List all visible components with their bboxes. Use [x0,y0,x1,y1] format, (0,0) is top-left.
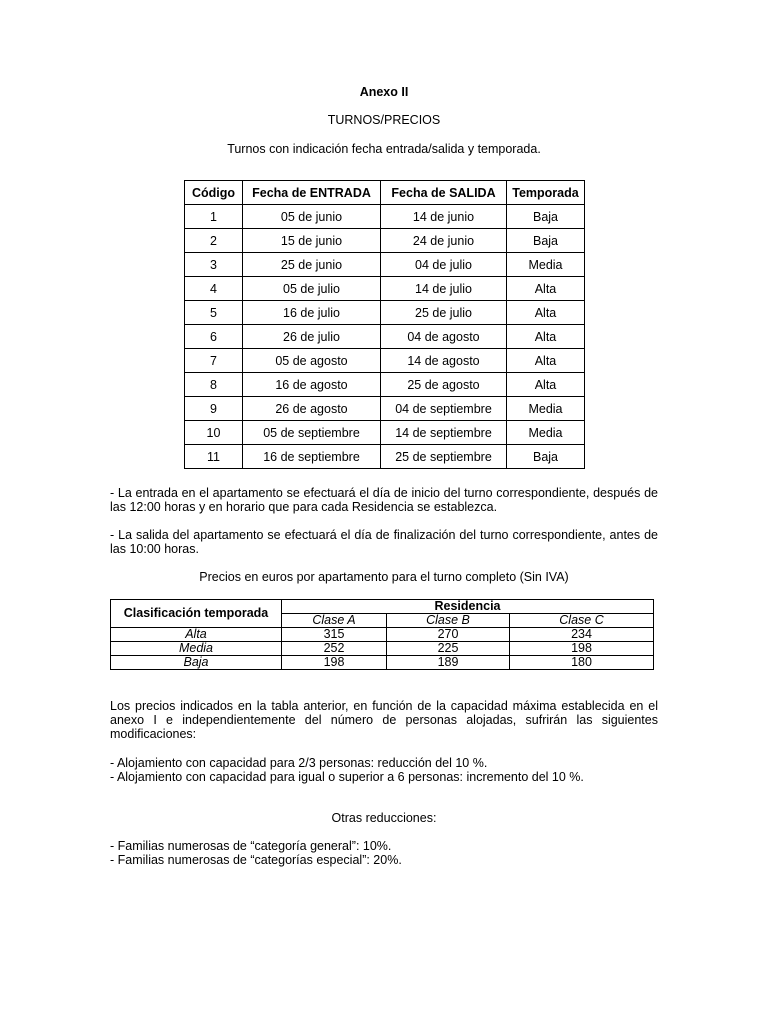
precio-clase-b: 225 [387,642,510,656]
turno-temporada: Baja [507,229,585,253]
header-clase-a: Clase A [282,614,387,628]
turno-row [185,397,585,421]
turno-temporada: Baja [507,445,585,469]
turno-entrada: 26 de julio [243,325,381,349]
turno-codigo: 6 [185,325,243,349]
turno-entrada: 16 de agosto [243,373,381,397]
turno-row [185,445,585,469]
turno-entrada: 05 de julio [243,277,381,301]
turno-temporada: Media [507,397,585,421]
turno-salida: 14 de junio [381,205,507,229]
header-codigo: Código [185,181,243,205]
turno-row [185,301,585,325]
precio-temporada: Media [111,642,282,656]
note-entrada: - La entrada en el apartamento se efectuará el día de inicio del turno correspondiente, después de las 12:00 horas y en horario que para cada Residencia se establezca. [110,486,658,514]
header-temporada: Temporada [507,181,585,205]
turno-codigo: 4 [185,277,243,301]
turnos-body [185,205,585,469]
precios-caption: Precios en euros por apartamento para el turno completo (Sin IVA) [199,570,569,584]
turno-entrada: 05 de septiembre [243,421,381,445]
turno-entrada: 15 de junio [243,229,381,253]
header-clase-c: Clase C [510,614,654,628]
turno-salida: 04 de agosto [381,325,507,349]
header-clase-b: Clase B [387,614,510,628]
precio-clase-a: 198 [282,656,387,670]
turno-entrada: 05 de agosto [243,349,381,373]
turno-row [185,229,585,253]
precio-clase-b: 270 [387,628,510,642]
turno-salida: 24 de junio [381,229,507,253]
turno-temporada: Alta [507,301,585,325]
turno-row [185,373,585,397]
turno-temporada: Media [507,253,585,277]
precio-row [111,656,654,670]
precio-clase-c: 198 [510,642,654,656]
turno-temporada: Alta [507,277,585,301]
turnos-table [184,180,585,469]
turno-temporada: Alta [507,325,585,349]
precio-clase-c: 234 [510,628,654,642]
turno-codigo: 5 [185,301,243,325]
turno-codigo: 3 [185,253,243,277]
turno-salida: 14 de agosto [381,349,507,373]
turno-row [185,325,585,349]
precios-header-row [111,600,654,614]
precio-clase-c: 180 [510,656,654,670]
header-residencia: Residencia [282,600,654,614]
turno-salida: 14 de julio [381,277,507,301]
annex-title: Anexo II [359,85,409,99]
header-fecha-salida: Fecha de SALIDA [381,181,507,205]
precio-clase-a: 315 [282,628,387,642]
turno-entrada: 16 de septiembre [243,445,381,469]
turno-salida: 04 de julio [381,253,507,277]
turno-codigo: 10 [185,421,243,445]
turno-salida: 14 de septiembre [381,421,507,445]
turno-temporada: Alta [507,349,585,373]
turno-entrada: 16 de julio [243,301,381,325]
precio-row [111,642,654,656]
modificaciones-intro: Los precios indicados en la tabla anterior, en función de la capacidad máxima establecida en el anexo I e independientemente del número de personas alojadas, sufrirán las siguientes modificaciones: [110,699,658,741]
turno-salida: 25 de agosto [381,373,507,397]
section-subtitle: TURNOS/PRECIOS [327,113,441,127]
precio-clase-b: 189 [387,656,510,670]
turno-codigo: 2 [185,229,243,253]
turnos-header-row [185,181,585,205]
otras-item: - Familias numerosas de “categoría general”: 10%. [110,839,392,853]
precios-table [110,599,654,670]
turno-codigo: 8 [185,373,243,397]
turno-row [185,421,585,445]
modificacion-item: - Alojamiento con capacidad para igual o superior a 6 personas: incremento del 10 %. [110,770,584,784]
turno-codigo: 7 [185,349,243,373]
otras-title: Otras reducciones: [331,811,437,825]
note-salida: - La salida del apartamento se efectuará el día de finalización del turno correspondiente, antes de las 10:00 horas. [110,528,658,556]
turno-codigo: 11 [185,445,243,469]
turno-temporada: Media [507,421,585,445]
turno-temporada: Alta [507,373,585,397]
turno-salida: 25 de julio [381,301,507,325]
modificacion-item: - Alojamiento con capacidad para 2/3 personas: reducción del 10 %. [110,756,488,770]
precio-clase-a: 252 [282,642,387,656]
header-clasificacion: Clasificación temporada [111,600,282,628]
turnos-intro: Turnos con indicación fecha entrada/salida y temporada. [227,142,541,156]
turno-row [185,253,585,277]
turno-row [185,277,585,301]
header-fecha-entrada: Fecha de ENTRADA [243,181,381,205]
turno-salida: 25 de septiembre [381,445,507,469]
otras-item: - Familias numerosas de “categorías especial”: 20%. [110,853,402,867]
turno-temporada: Baja [507,205,585,229]
turno-codigo: 9 [185,397,243,421]
turno-row [185,205,585,229]
turno-row [185,349,585,373]
turno-entrada: 26 de agosto [243,397,381,421]
turno-salida: 04 de septiembre [381,397,507,421]
turno-entrada: 05 de junio [243,205,381,229]
precio-temporada: Alta [111,628,282,642]
precios-body [111,628,654,670]
turno-codigo: 1 [185,205,243,229]
precio-temporada: Baja [111,656,282,670]
precio-row [111,628,654,642]
turno-entrada: 25 de junio [243,253,381,277]
